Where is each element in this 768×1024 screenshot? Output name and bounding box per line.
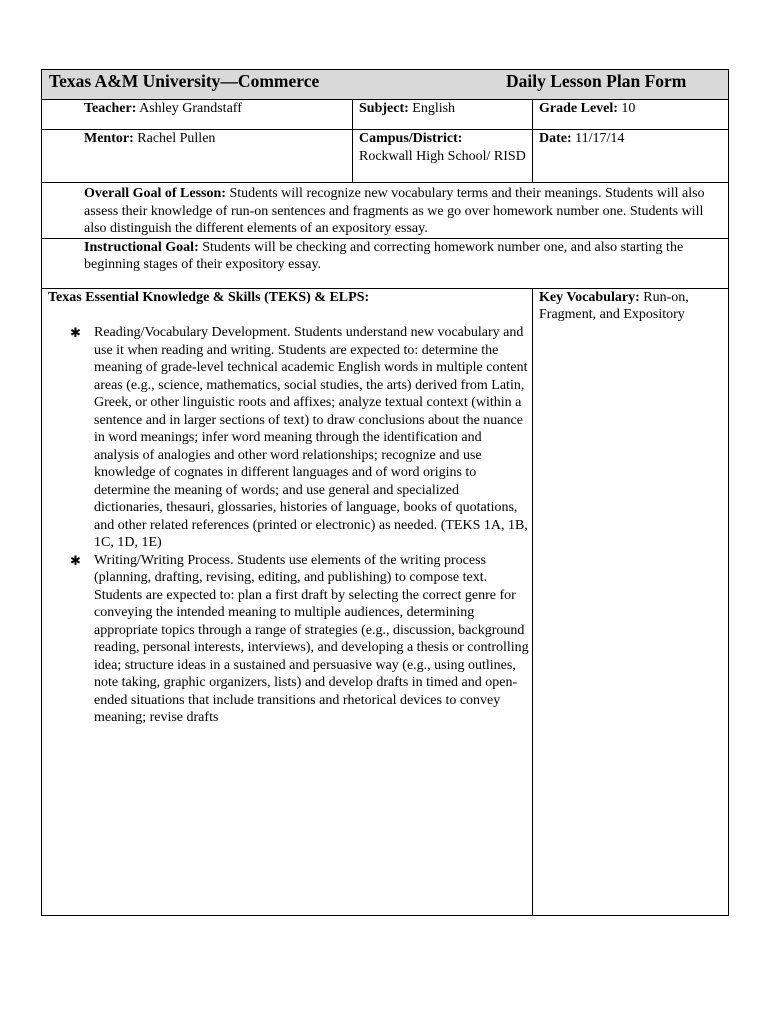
lesson-plan-form xyxy=(41,69,728,916)
form-title: Daily Lesson Plan Form xyxy=(506,71,687,91)
teacher-value: Ashley Grandstaff xyxy=(136,101,242,116)
instructional-goal-text: Students will be checking and correcting homework number one, and also starting the beginning stages of their expository essay. xyxy=(84,239,684,272)
lesson-plan-table xyxy=(41,69,729,916)
mentor-row xyxy=(42,130,729,183)
header-row xyxy=(42,70,729,100)
teacher-row xyxy=(42,100,729,130)
teks-row xyxy=(42,288,729,915)
teks-item-text: Writing/Writing Process. Students use elements of the writing process (planning, drafting, revising, editing, and publishing) to compose text. Students are expected to: plan a first draft by selecting the correct genre for conveying the intended meaning to multiple audiences, determining appropriate topics through a range of strategies (e.g., discussion, background reading, personal interests, interviews), and developing a thesis or controlling idea; structure ideas in a sustained and persuasive way (e.g., using outlines, note taking, graphic organizers, lists) and develop drafts in timed and open-ended situations that include transitions and rhetorical devices to convey meaning; revise drafts xyxy=(94,552,529,725)
date-value: 11/17/14 xyxy=(571,131,625,146)
subject-value: English xyxy=(408,101,456,116)
instructional-goal xyxy=(84,239,724,288)
teks-cell xyxy=(42,288,533,915)
mentor-value: Rachel Pullen xyxy=(133,131,216,146)
subject-cell xyxy=(353,100,533,130)
grade-label: Grade Level: xyxy=(539,101,618,116)
goals-row xyxy=(42,183,729,289)
teks-item-reading xyxy=(48,324,530,552)
date-label: Date: xyxy=(539,131,572,146)
teacher-label: Teacher: xyxy=(84,101,137,116)
overall-goal-text: Students will recognize new vocabulary terms and their meanings. Students will also assess their knowledge of run-on sentences and fragments as we go over homework number one. Students will also distinguish the different elements of an expository essay. xyxy=(84,186,705,236)
date-cell xyxy=(533,130,729,183)
campus-value: Rockwall High School/ RISD xyxy=(359,148,526,164)
teks-title: Texas Essential Knowledge & Skills (TEKS) & ELPS: xyxy=(48,289,370,305)
teks-item-text: Reading/Vocabulary Development. Students understand new vocabulary and use it when reading and writing. Students are expected to: determine the meaning of grade-level technical academic English words in multiple content areas (e.g., science, mathematics, social studies, the arts) derived from Latin, Greek, or other linguistic roots and affixes; analyze textual context (within a sentence and in larger sections of text) to draw conclusions about the nuance in word meanings; infer word meaning through the identification and analysis of analogies and other word relationships; recognize and use knowledge of cognates in different languages and of word origins to determine the meaning of words; and use general and specialized dictionaries, thesauri, glossaries, histories of language, books of quotations, and other related references (printed or electronic) as needed. (TEKS 1A, 1B, 1C, 1D, 1E) xyxy=(94,325,528,550)
institution-name: Texas A&M University—Commerce xyxy=(49,71,320,91)
asterisk-bullet-icon: ✱ xyxy=(70,552,81,568)
asterisk-bullet-icon: ✱ xyxy=(70,325,81,340)
campus-cell xyxy=(353,130,533,183)
key-vocabulary-label: Key Vocabulary: xyxy=(539,289,640,305)
teacher-cell xyxy=(42,100,353,130)
grade-value: 10 xyxy=(617,101,636,116)
mentor-label: Mentor: xyxy=(84,131,134,146)
overall-goal-label: Overall Goal of Lesson: xyxy=(84,186,226,201)
key-vocabulary-value: Run-on, Fragment, and Expository xyxy=(539,289,689,322)
goals-cell xyxy=(42,183,729,289)
mentor-cell xyxy=(42,130,353,183)
instructional-goal-label: Instructional Goal: xyxy=(84,239,199,255)
header-cell xyxy=(42,70,729,100)
grade-cell xyxy=(533,100,729,130)
overall-goal xyxy=(84,183,724,238)
key-vocabulary-cell xyxy=(533,288,729,915)
teks-item-writing xyxy=(48,552,530,727)
campus-label: Campus/District: xyxy=(359,131,463,146)
subject-label: Subject: xyxy=(359,101,409,116)
